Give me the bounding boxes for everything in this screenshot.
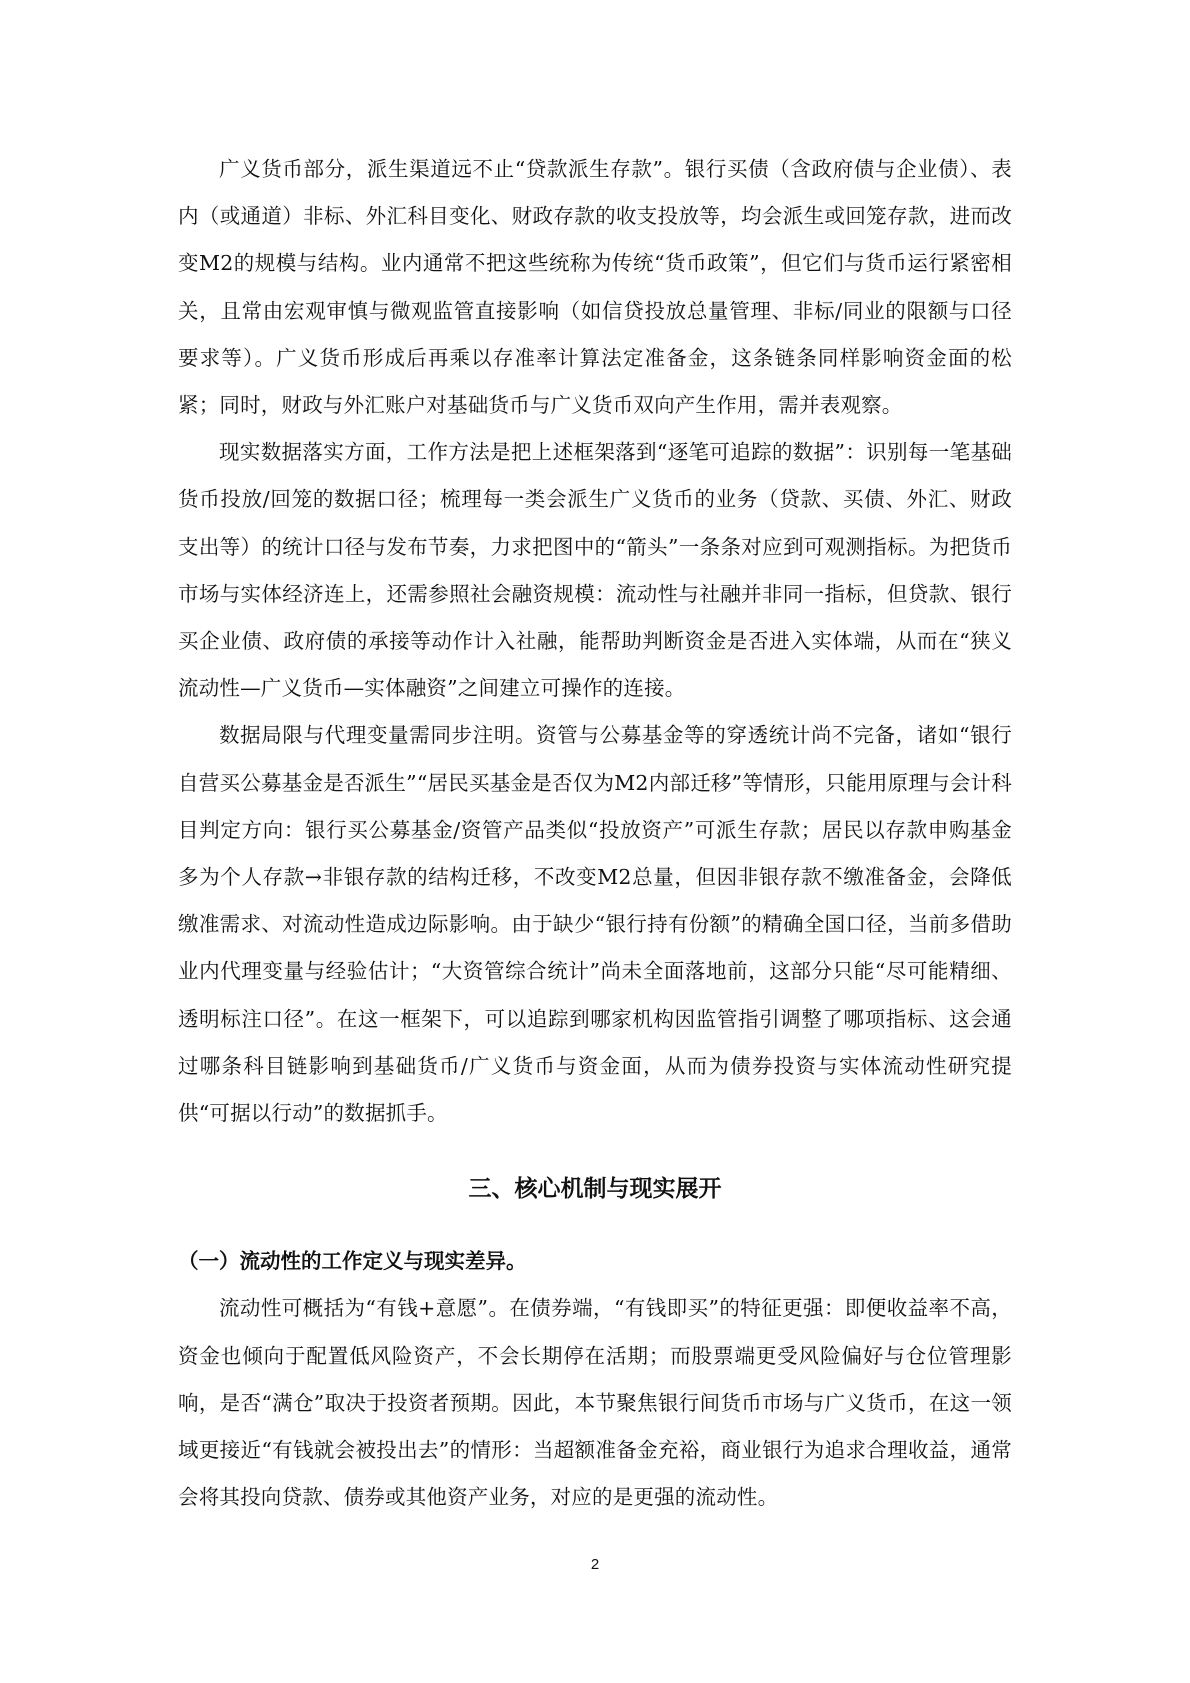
page-number: 2 — [590, 1556, 600, 1573]
body-paragraph: 广义货币部分，派生渠道远不止“贷款派生存款”。银行买债（含政府债与企业债）、表内（或通道）非标、外汇科目变化、财政存款的收支投放等，均会派生或回笼存款，进而改变M2的规模与结构。业内通常不把这些统称为传统“货币政策”，但它们与货币运行紧密相关，且常由宏观审慎与微观监管直接影响（如信贷投放总量管理、非标/同业的限额与口径要求等）。广义货币形成后再乘以存准率计算法定准备金，这条链条同样影响资金面的松紧；同时，财政与外汇账户对基础货币与广义货币双向产生作用，需并表观察。 — [178, 157, 1012, 418]
spacer — [178, 1204, 1012, 1238]
section-heading: 三、核心机制与现实展开 — [468, 1176, 722, 1203]
subsection-heading: （一）流动性的工作定义与现实差异。 — [178, 1249, 527, 1274]
document-page — [178, 146, 1012, 1521]
body-paragraph: 现实数据落实方面，工作方法是把上述框架落到“逐笔可追踪的数据”：识别每一笔基础货币投放/回笼的数据口径；梳理每一类会派生广义货币的业务（贷款、买债、外汇、财政支出等）的统计口径与发布节奏，力求把图中的“箭头”一条条对应到可观测指标。为把货币市场与实体经济连上，还需参照社会融资规模：流动性与社融并非同一指标，但贷款、银行买企业债、政府债的承接等动作计入社融，能帮助判断资金是否进入实体端，从而在“狭义流动性—广义货币—实体融资”之间建立可操作的连接。 — [178, 440, 1012, 701]
body-paragraph: 流动性可概括为“有钱+意愿”。在债券端，“有钱即买”的特征更强：即便收益率不高，资金也倾向于配置低风险资产，不会长期停在活期；而股票端更受风险偏好与仓位管理影响，是否“满仓”取决于投资者预期。因此，本节聚焦银行间货币市场与广义货币，在这一领域更接近“有钱就会被投出去”的情形：当超额准备金充裕，商业银行为追求合理收益，通常会将其投向贷款、债券或其他资产业务，对应的是更强的流动性。 — [178, 1296, 1012, 1510]
spacer — [178, 1137, 1012, 1174]
body-paragraph: 数据局限与代理变量需同步注明。资管与公募基金等的穿透统计尚不完备，诸如“银行自营买公募基金是否派生”“居民买基金是否仅为M2内部迁移”等情形，只能用原理与会计科目判定方向：银行买公募基金/资管产品类似“投放资产”可派生存款；居民以存款申购基金多为个人存款→非银存款的结构迁移，不改变M2总量，但因非银存款不缴准备金，会降低缴准需求、对流动性造成边际影响。由于缺少“银行持有份额”的精确全国口径，当前多借助业内代理变量与经验估计；“大资管综合统计”尚未全面落地前，这部分只能“尽可能精细、透明标注口径”。在这一框架下，可以追踪到哪家机构因监管指引调整了哪项指标、这会通过哪条科目链影响到基础货币/广义货币与资金面，从而为债券投资与实体流动性研究提供“可据以行动”的数据抓手。 — [178, 723, 1012, 1126]
